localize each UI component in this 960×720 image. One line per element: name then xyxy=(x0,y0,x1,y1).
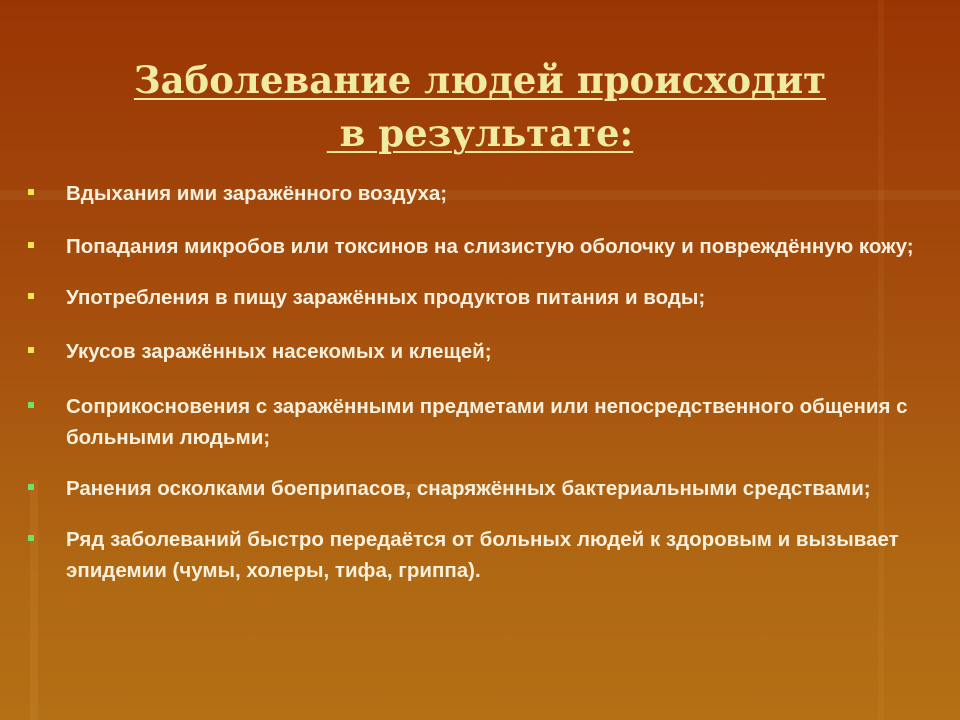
list-item xyxy=(28,178,928,209)
list-item-text: Соприкосновения с заражёнными предметами или непосредственного общения с больными людьми; xyxy=(66,395,908,449)
bullet-list xyxy=(28,178,928,586)
list-item-text: Употребления в пищу заражённых продуктов питания и воды; xyxy=(66,286,706,309)
list-item-text: Ранения осколками боеприпасов, снаряжённых бактериальными средствами; xyxy=(66,477,871,500)
list-item-text: Вдыхания ими заражённого воздуха; xyxy=(66,182,448,205)
square-bullet-icon xyxy=(28,484,34,490)
square-bullet-icon xyxy=(28,242,34,248)
list-item-text: Попадания микробов или токсинов на слизистую оболочку и повреждённую кожу; xyxy=(66,235,914,258)
square-bullet-icon xyxy=(28,347,34,353)
slide-title-line-2: в результате: xyxy=(326,111,634,155)
list-item xyxy=(28,473,928,504)
square-bullet-icon xyxy=(28,293,34,299)
slide-title-line-1: Заболевание людей происходит xyxy=(133,58,827,102)
square-bullet-icon xyxy=(28,402,34,408)
list-item xyxy=(28,524,928,586)
slide-title xyxy=(0,54,960,160)
list-item xyxy=(28,231,928,262)
square-bullet-icon xyxy=(28,189,34,195)
list-item-text: Ряд заболеваний быстро передаётся от больных людей к здоровым и вызывает эпидемии (чумы, холеры, тифа, гриппа). xyxy=(66,528,899,582)
square-bullet-icon xyxy=(28,535,34,541)
list-item-text: Укусов заражённых насекомых и клещей; xyxy=(66,340,492,363)
list-item xyxy=(28,391,928,453)
list-item xyxy=(28,282,928,313)
list-item xyxy=(28,336,928,367)
